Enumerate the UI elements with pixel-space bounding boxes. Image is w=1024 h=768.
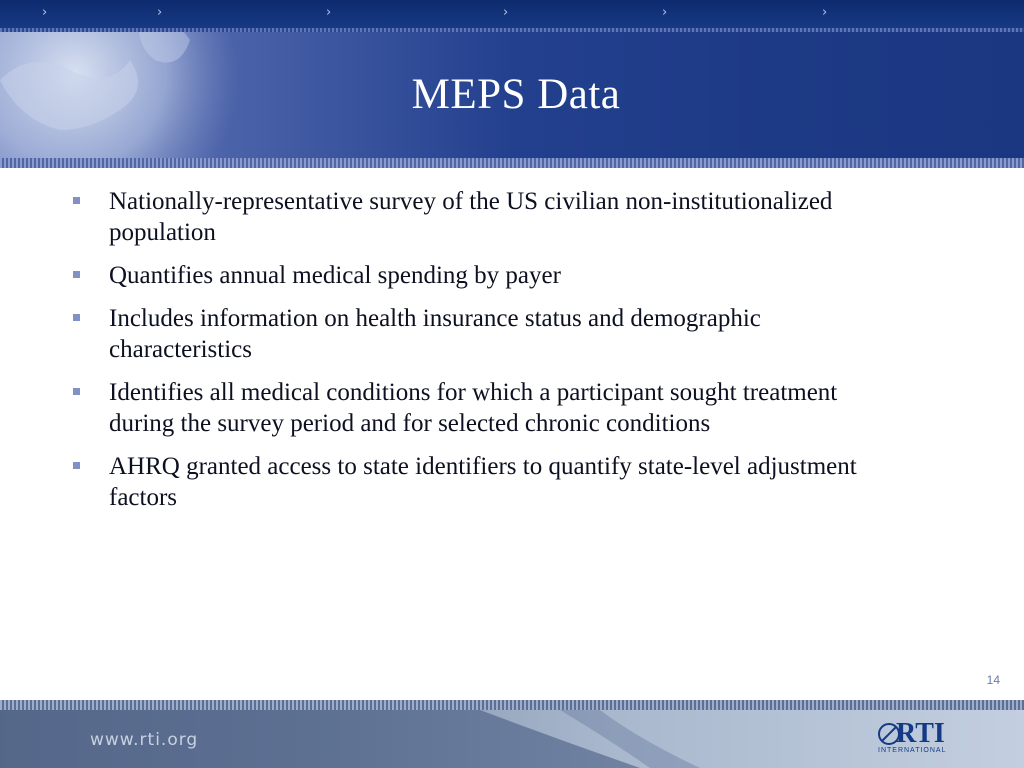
bullet-text: Nationally-representative survey of the US civilian non-institutionalized population [109,188,833,246]
slide-header [0,0,1024,168]
rti-logo [878,720,958,760]
website-url: www.rti.org [90,730,199,750]
square-bullet-icon [73,271,80,278]
bullet-text: Quantifies annual medical spending by payer [109,262,561,289]
top-strip [0,0,1024,28]
logo-wordmark: RTI [896,718,945,749]
logo-subtitle: INTERNATIONAL [878,747,947,754]
chevron-right-icon: › [42,5,48,20]
chevron-right-icon: › [662,5,668,20]
page-number: 14 [986,673,1000,687]
list-item [70,377,870,439]
chevron-right-icon: › [503,5,509,20]
list-item [70,303,870,365]
slide-footer [0,700,1024,768]
square-bullet-icon [73,314,80,321]
square-bullet-icon [73,197,80,204]
header-bottom-rule [0,158,1024,168]
chevron-right-icon: › [157,5,163,20]
header-top-rule [0,28,1024,32]
bullet-text: Identifies all medical conditions for which a participant sought treatment during the survey period and for selected chronic conditions [109,379,838,437]
square-bullet-icon [73,462,80,469]
list-item [70,186,870,248]
list-item [70,451,870,513]
bullet-text: AHRQ granted access to state identifiers to quantify state-level adjustment factors [109,453,857,511]
square-bullet-icon [73,388,80,395]
list-item [70,260,870,291]
chevron-right-icon: › [822,5,828,20]
chevron-right-icon: › [326,5,332,20]
bullet-text: Includes information on health insurance status and demographic characteristics [109,305,761,363]
slide-title: MEPS Data [411,71,621,118]
bullet-list [70,186,870,525]
